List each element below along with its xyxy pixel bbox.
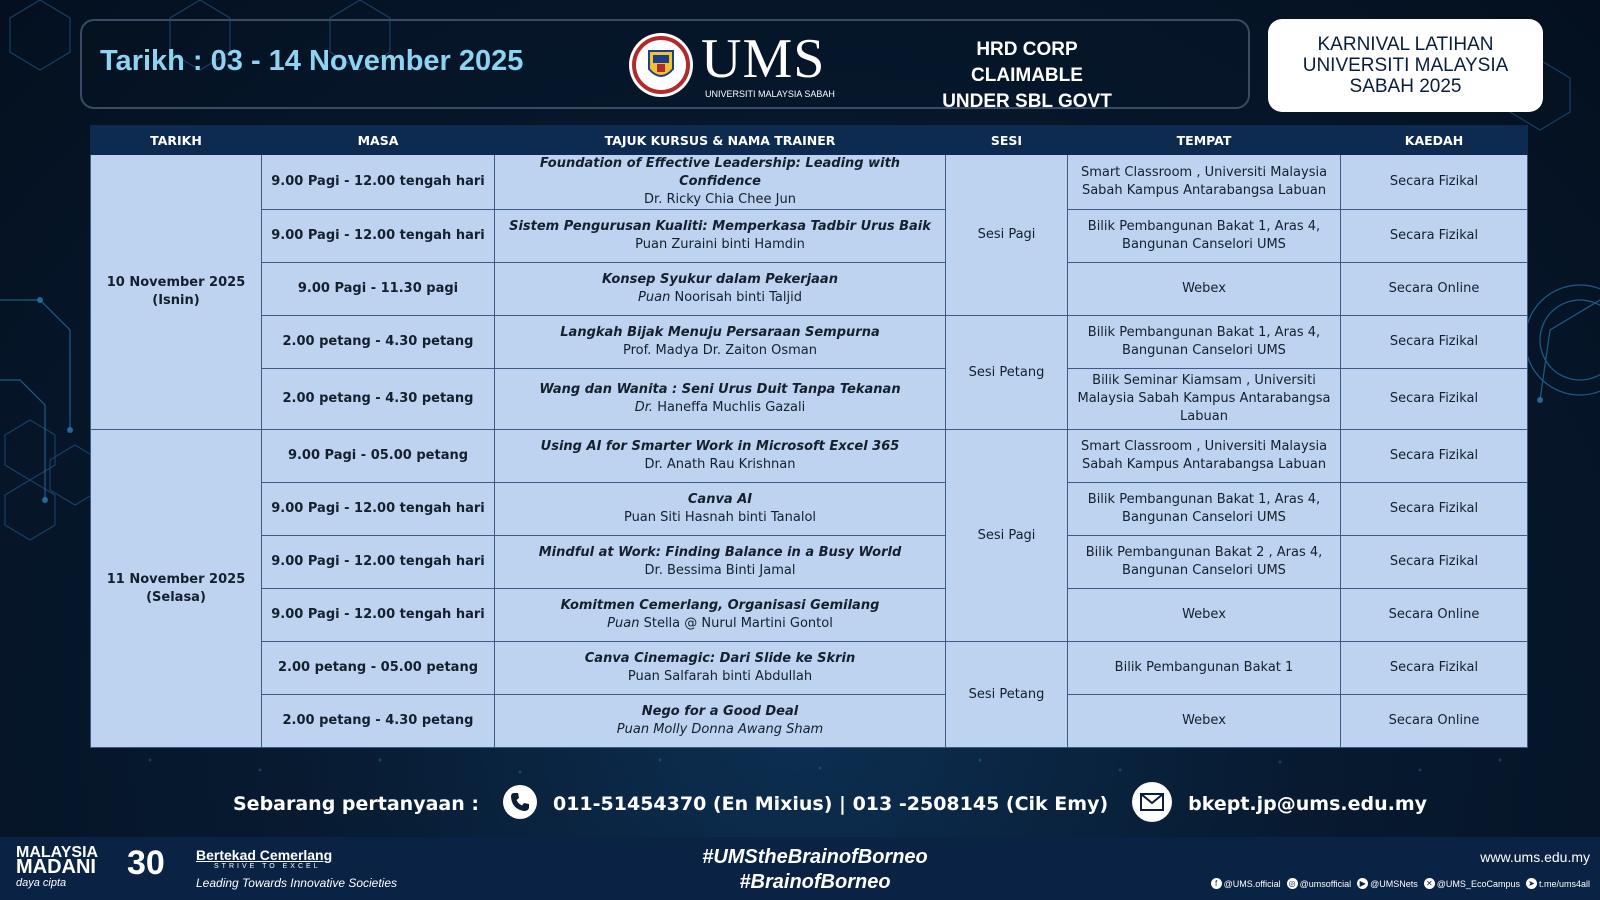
- column-header-sesi: SESI: [946, 126, 1068, 155]
- venue-cell: Bilik Seminar Kiamsam , Universiti Malaysia Sabah Kampus Antarabangsa Labuan: [1068, 369, 1341, 430]
- method-cell: Secara Fizikal: [1341, 369, 1528, 430]
- venue-cell: Bilik Pembangunan Bakat 1: [1068, 642, 1341, 695]
- date-cell-10-nov: 10 November 2025 (Isnin): [91, 155, 262, 430]
- table-row: [91, 642, 1528, 695]
- method-cell: Secara Online: [1341, 263, 1528, 316]
- contact-email-link[interactable]: bkept.jp@ums.edu.my: [1188, 793, 1428, 815]
- session-cell: Sesi Pagi: [946, 155, 1068, 316]
- time-cell: 9.00 Pagi - 12.00 tengah hari: [262, 589, 495, 642]
- method-cell: Secara Fizikal: [1341, 536, 1528, 589]
- table-row: [91, 369, 1528, 430]
- facebook-icon: f: [1211, 878, 1222, 889]
- ums-crest-icon: [627, 31, 695, 99]
- course-title: Foundation of Effective Leadership: Leading with Confidence: [539, 156, 901, 189]
- column-header-tajuk: TAJUK KURSUS & NAMA TRAINER: [495, 126, 946, 155]
- course-trainer: Puan Zuraini binti Hamdin: [635, 237, 805, 252]
- phone-icon: [503, 785, 537, 824]
- event-name-box: [1268, 19, 1543, 112]
- event-line-1: KARNIVAL LATIHAN: [1317, 34, 1494, 55]
- column-header-masa: MASA: [262, 126, 495, 155]
- column-header-tarikh: TARIKH: [91, 126, 262, 155]
- table-row: [91, 483, 1528, 536]
- time-cell: 9.00 Pagi - 12.00 tengah hari: [262, 536, 495, 589]
- youtube-link[interactable]: ▶ @UMSNets: [1357, 878, 1418, 889]
- course-trainer: Dr. Anath Rau Krishnan: [644, 457, 796, 472]
- trainer-prefix: Puan: [607, 616, 640, 631]
- motto-title: Bertekad Cemerlang: [196, 847, 333, 863]
- motto-tagline: Leading Towards Innovative Societies: [196, 876, 398, 890]
- website-link[interactable]: www.ums.edu.my: [1480, 849, 1590, 865]
- course-title: Nego for a Good Deal: [641, 704, 799, 719]
- hashtag-1[interactable]: #UMStheBrainofBorneo: [702, 846, 928, 868]
- hrd-claimable-note: [922, 37, 1132, 115]
- course-cell: [495, 589, 946, 642]
- anniversary-30-logo: 30: [127, 844, 165, 882]
- date-cell-11-nov: 11 November 2025 (Selasa): [91, 430, 262, 748]
- x-icon: ✕: [1424, 878, 1435, 889]
- course-title: Wang dan Wanita : Seni Urus Duit Tanpa Tekanan: [539, 382, 901, 397]
- course-trainer: Dr. Bessima Binti Jamal: [644, 563, 796, 578]
- course-cell: [495, 369, 946, 430]
- method-cell: Secara Online: [1341, 589, 1528, 642]
- time-cell: 2.00 petang - 4.30 petang: [262, 695, 495, 748]
- time-cell: 9.00 Pagi - 12.00 tengah hari: [262, 155, 495, 210]
- table-row: [91, 316, 1528, 369]
- venue-cell: Bilik Pembangunan Bakat 1, Aras 4, Bangunan Canselori UMS: [1068, 210, 1341, 263]
- column-header-kaedah: KAEDAH: [1341, 126, 1528, 155]
- hrd-line-2: UNDER SBL GOVT: [942, 91, 1112, 112]
- instagram-icon: ◎: [1287, 878, 1298, 889]
- course-cell: [495, 155, 946, 210]
- trainer-prefix: Puan: [638, 290, 671, 305]
- time-cell: 2.00 petang - 4.30 petang: [262, 316, 495, 369]
- venue-cell: Bilik Pembangunan Bakat 2 , Aras 4, Bangunan Canselori UMS: [1068, 536, 1341, 589]
- course-title: Canva AI: [687, 492, 753, 507]
- course-trainer: Puan Salfarah binti Abdullah: [627, 669, 813, 684]
- course-cell: [495, 316, 946, 369]
- course-cell: [495, 210, 946, 263]
- youtube-icon: ▶: [1357, 878, 1368, 889]
- table-row: [91, 430, 1528, 483]
- table-row: [91, 210, 1528, 263]
- hashtag-2[interactable]: #BrainofBorneo: [739, 871, 891, 893]
- venue-cell: Webex: [1068, 589, 1341, 642]
- table-header-row: [91, 126, 1528, 155]
- method-cell: Secara Fizikal: [1341, 316, 1528, 369]
- course-title: Konsep Syukur dalam Pekerjaan: [602, 272, 838, 287]
- hashtags: [600, 845, 1030, 895]
- column-header-tempat: TEMPAT: [1068, 126, 1341, 155]
- contact-line: [233, 787, 1427, 821]
- method-cell: Secara Fizikal: [1341, 642, 1528, 695]
- malaysia-madani-logo: MALAYSIA MADANI daya cipta: [16, 844, 99, 889]
- venue-cell: Bilik Pembangunan Bakat 1, Aras 4, Bangunan Canselori UMS: [1068, 483, 1341, 536]
- course-trainer: Dr. Ricky Chia Chee Jun: [644, 192, 796, 207]
- course-cell: [495, 642, 946, 695]
- course-cell: [495, 536, 946, 589]
- schedule-table: [90, 125, 1528, 748]
- course-title: Using AI for Smarter Work in Microsoft Excel 365: [540, 439, 900, 454]
- course-trainer: Prof. Madya Dr. Zaiton Osman: [623, 343, 817, 358]
- method-cell: Secara Online: [1341, 695, 1528, 748]
- ums-logo-text: UMS: [701, 28, 826, 90]
- hrd-line-1: HRD CORP CLAIMABLE: [971, 39, 1083, 86]
- footer-bar: [0, 837, 1600, 900]
- x-link[interactable]: ✕ @UMS_EcoCampus: [1424, 878, 1520, 889]
- trainer-prefix: Dr.: [634, 400, 654, 415]
- time-cell: 9.00 Pagi - 12.00 tengah hari: [262, 483, 495, 536]
- course-cell: [495, 695, 946, 748]
- course-trainer: Puan Molly Donna Awang Sham: [616, 722, 824, 737]
- telegram-link[interactable]: ➤ t.me/ums4all: [1526, 878, 1590, 889]
- venue-cell: Smart Classroom , Universiti Malaysia Sabah Kampus Antarabangsa Labuan: [1068, 430, 1341, 483]
- method-cell: Secara Fizikal: [1341, 483, 1528, 536]
- table-row: [91, 155, 1528, 210]
- method-cell: Secara Fizikal: [1341, 155, 1528, 210]
- course-title: Komitmen Cemerlang, Organisasi Gemilang: [560, 598, 880, 613]
- course-cell: [495, 263, 946, 316]
- venue-cell: Webex: [1068, 695, 1341, 748]
- session-cell: Sesi Pagi: [946, 430, 1068, 642]
- course-trainer: Puan Siti Hasnah binti Tanalol: [623, 510, 817, 525]
- motto-sub: STRIVE TO EXCEL: [214, 863, 321, 870]
- session-cell: Sesi Petang: [946, 316, 1068, 430]
- course-title: Sistem Pengurusan Kualiti: Memperkasa Tadbir Urus Baik: [509, 219, 931, 234]
- table-row: [91, 263, 1528, 316]
- course-title: Mindful at Work: Finding Balance in a Busy World: [538, 545, 902, 560]
- table-row: [91, 536, 1528, 589]
- facebook-link[interactable]: f @UMS.official: [1211, 878, 1281, 889]
- course-title: Langkah Bijak Menuju Persaraan Sempurna: [560, 325, 880, 340]
- instagram-link[interactable]: ◎ @umsofficial: [1288, 878, 1352, 889]
- course-title: Canva Cinemagic: Dari Slide ke Skrin: [584, 651, 856, 666]
- event-line-2: UNIVERSITI MALAYSIA: [1302, 55, 1509, 76]
- event-line-3: SABAH 2025: [1349, 76, 1462, 97]
- ums-logo: [627, 28, 837, 99]
- time-cell: 2.00 petang - 4.30 petang: [262, 369, 495, 430]
- ums-logo-subtitle: UNIVERSITI MALAYSIA SABAH: [705, 89, 835, 99]
- method-cell: Secara Fizikal: [1341, 210, 1528, 263]
- time-cell: 9.00 Pagi - 11.30 pagi: [262, 263, 495, 316]
- contact-label: Sebarang pertanyaan :: [233, 793, 479, 815]
- course-trainer: Puan Stella @ Nurul Martini Gontol: [607, 616, 833, 631]
- header-panel: [80, 19, 1250, 112]
- telegram-icon: ➤: [1526, 878, 1537, 889]
- venue-cell: Bilik Pembangunan Bakat 1, Aras 4, Bangunan Canselori UMS: [1068, 316, 1341, 369]
- time-cell: 2.00 petang - 05.00 petang: [262, 642, 495, 695]
- method-cell: Secara Fizikal: [1341, 430, 1528, 483]
- venue-cell: Smart Classroom , Universiti Malaysia Sabah Kampus Antarabangsa Labuan: [1068, 155, 1341, 210]
- table-row: [91, 695, 1528, 748]
- course-cell: [495, 430, 946, 483]
- venue-cell: Webex: [1068, 263, 1341, 316]
- ums-motto: [196, 847, 397, 890]
- mail-icon: [1132, 782, 1172, 827]
- table-row: [91, 589, 1528, 642]
- time-cell: 9.00 Pagi - 12.00 tengah hari: [262, 210, 495, 263]
- course-trainer: Dr. Haneffa Muchlis Gazali: [634, 400, 806, 415]
- course-cell: [495, 483, 946, 536]
- time-cell: 9.00 Pagi - 05.00 petang: [262, 430, 495, 483]
- session-cell: Sesi Petang: [946, 642, 1068, 748]
- event-date-title: Tarikh : 03 - 14 November 2025: [100, 45, 524, 77]
- social-links: [1211, 878, 1590, 889]
- contact-phones[interactable]: 011-51454370 (En Mixius) | 013 -2508145 (Cik Emy): [552, 793, 1109, 815]
- course-trainer: Puan Noorisah binti Taljid: [638, 290, 802, 305]
